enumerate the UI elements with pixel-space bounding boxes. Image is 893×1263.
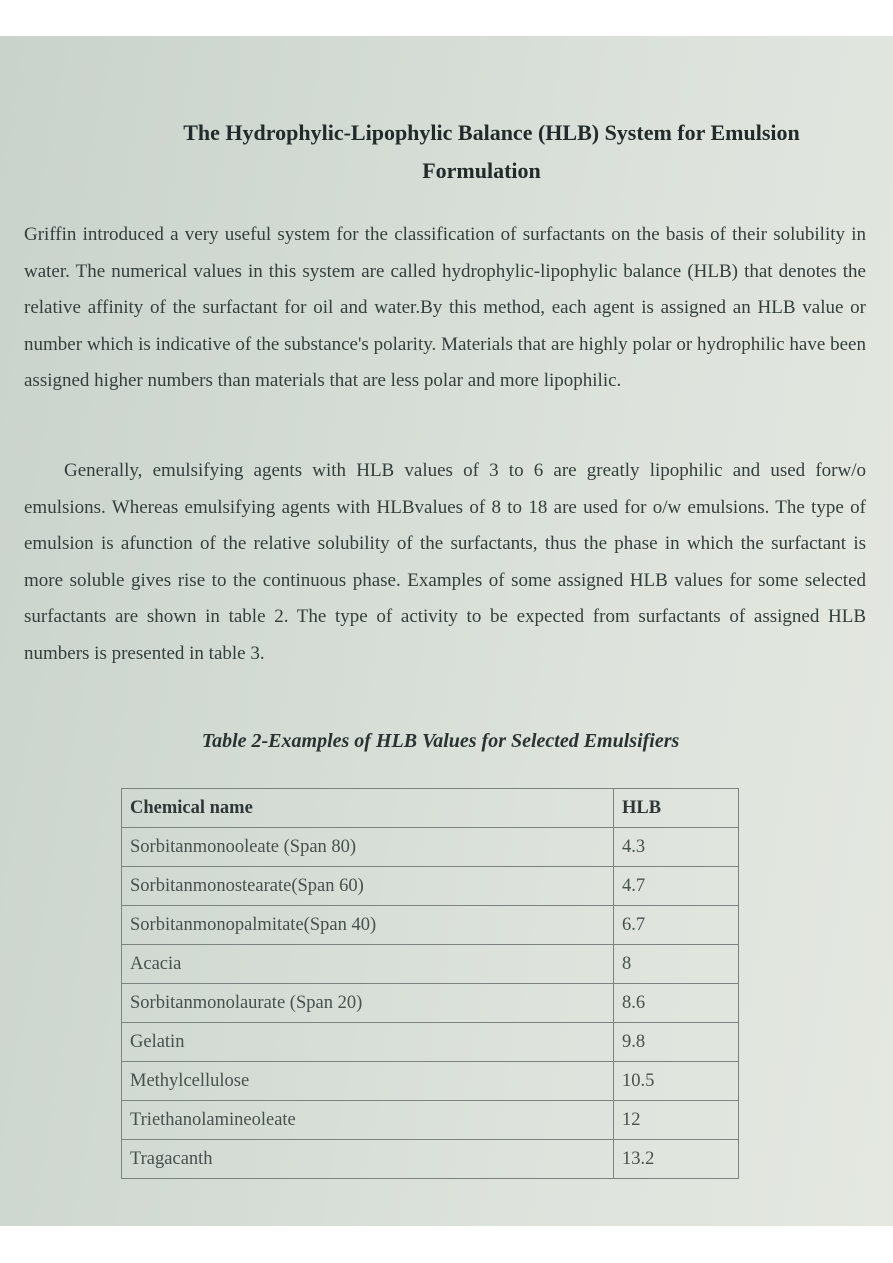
hlb-value-cell: 4.3 bbox=[614, 828, 739, 867]
table-row bbox=[122, 867, 739, 906]
header-hlb: HLB bbox=[614, 789, 739, 828]
table-caption bbox=[0, 730, 893, 753]
chemical-name-cell: Tragacanth bbox=[122, 1140, 614, 1179]
hlb-value-cell: 8 bbox=[614, 945, 739, 984]
hlb-value-cell: 10.5 bbox=[614, 1062, 739, 1101]
table-row bbox=[122, 984, 739, 1023]
hlb-value-cell: 6.7 bbox=[614, 906, 739, 945]
title-line-1: The Hydrophylic-Lipophylic Balance (HLB) System for Emulsion bbox=[183, 120, 800, 145]
hlb-value-cell: 12 bbox=[614, 1101, 739, 1140]
header-chemical-name: Chemical name bbox=[122, 789, 614, 828]
table-row bbox=[122, 1023, 739, 1062]
chemical-name-cell: Sorbitanmonopalmitate(Span 40) bbox=[122, 906, 614, 945]
hlb-table bbox=[121, 788, 739, 1179]
document-page bbox=[0, 36, 893, 1226]
chemical-name-cell: Methylcellulose bbox=[122, 1062, 614, 1101]
table-caption-text: Table 2-Examples of HLB Values for Selected Emulsifiers bbox=[201, 730, 680, 752]
table-row bbox=[122, 1101, 739, 1140]
hlb-value-cell: 9.8 bbox=[614, 1023, 739, 1062]
hlb-value-cell: 8.6 bbox=[614, 984, 739, 1023]
chemical-name-cell: Sorbitanmonolaurate (Span 20) bbox=[122, 984, 614, 1023]
chemical-name-cell: Triethanolamineoleate bbox=[122, 1101, 614, 1140]
page-title bbox=[0, 114, 893, 190]
chemical-name-cell: Sorbitanmonostearate(Span 60) bbox=[122, 867, 614, 906]
table-header-row bbox=[122, 789, 739, 828]
table-row bbox=[122, 828, 739, 867]
title-line-2: Formulation bbox=[422, 158, 541, 183]
chemical-name-cell: Sorbitanmonooleate (Span 80) bbox=[122, 828, 614, 867]
chemical-name-cell: Gelatin bbox=[122, 1023, 614, 1062]
table-row bbox=[122, 1140, 739, 1179]
paragraph-2: Generally, emulsifying agents with HLB values of 3 to 6 are greatly lipophilic and used forw/o emulsions. Whereas emulsifying agents with HLBvalues of 8 to 18 are used for o/w emulsions. The type of emulsion is afunction of the relative solubility of the surfactants, thus the phase in which the surfactant is more soluble gives rise to the continuous phase. Examples of some assigned HLB values for some selected surfactants are shown in table 2. The type of activity to be expected from surfactants of assigned HLB numbers is presented in table 3. bbox=[24, 460, 866, 664]
table-row bbox=[122, 906, 739, 945]
table-row bbox=[122, 945, 739, 984]
table-row bbox=[122, 1062, 739, 1101]
chemical-name-cell: Acacia bbox=[122, 945, 614, 984]
hlb-value-cell: 4.7 bbox=[614, 867, 739, 906]
hlb-value-cell: 13.2 bbox=[614, 1140, 739, 1179]
paragraph-1: Griffin introduced a very useful system for the classification of surfactants on the basis of their solubility in water. The numerical values in this system are called hydrophylic-lipophylic balance (HLB) that denotes the relative affinity of the surfactant for oil and water.By this method, each agent is assigned an HLB value or number which is indicative of the substance's polarity. Materials that are highly polar or hydrophilic have been assigned higher numbers than materials that are less polar and more lipophilic. bbox=[24, 224, 866, 391]
